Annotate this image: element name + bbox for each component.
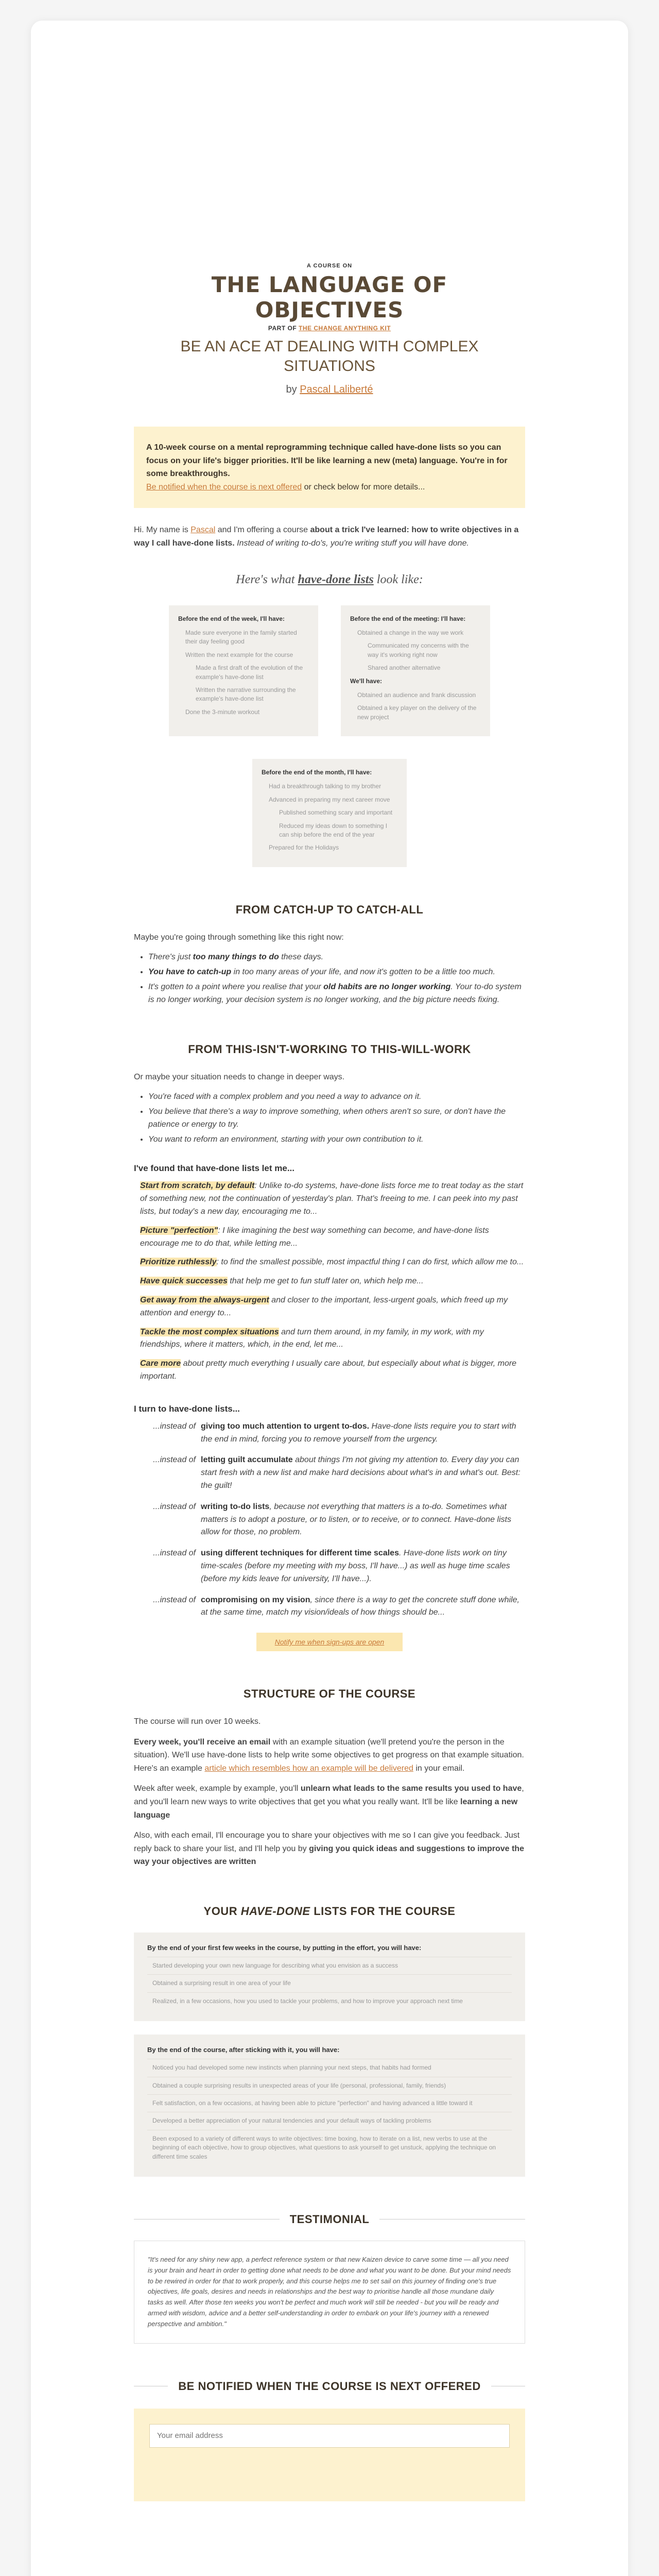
- found-entry: [140, 1180, 525, 1218]
- structure-bold: unlearn what leads to the same results you used to have: [300, 1784, 522, 1793]
- card-title: We'll have:: [350, 677, 382, 685]
- instead-item: [134, 1594, 525, 1620]
- intro-box-tail: or check below for more details...: [304, 482, 425, 492]
- found-entry: [140, 1225, 525, 1250]
- card-title: Before the end of the week, I'll have:: [178, 615, 285, 622]
- catchup-heading: FROM CATCH-UP TO CATCH-ALL: [235, 903, 424, 916]
- structure-p2: [134, 1736, 525, 1775]
- card-item: Advanced in preparing my next career move: [269, 795, 390, 803]
- examples-heading-post: look like:: [376, 572, 423, 586]
- structure-p4: [134, 1829, 525, 1869]
- instead-text: , because not everything that matters is a to-do. Sometimes what matters is to adopt a posture, or to listen, or to receive, or to connect. Have-done lists allow for those, no problem.: [201, 1502, 511, 1537]
- instead-item: [134, 1420, 525, 1446]
- catchup-intro: Maybe you're going through something like this right now:: [134, 933, 344, 942]
- intro-text: Hi. My name is: [134, 526, 188, 535]
- course-list-box-2: [134, 2035, 525, 2177]
- testimonial-heading-row: [134, 2213, 525, 2226]
- instead-item: [134, 1501, 525, 1539]
- found-section: [134, 1163, 525, 1383]
- intro-box-bold: A 10-week course on a mental reprogramming technique called have-done lists so you can focus on your life's bigger priorities. It'll be like learning a new (meta) language. You're in for some breakthroughs.: [146, 443, 508, 479]
- instead-body: [196, 1547, 525, 1585]
- intro-text: Instead of writing to-do's, you're writing stuff you will have done.: [237, 538, 469, 548]
- intro-box: [134, 427, 525, 508]
- instead-body: [196, 1594, 525, 1620]
- structure-bold: giving you quick ideas and suggestions to improve the way your objectives are written: [134, 1844, 524, 1867]
- instead-bold: letting guilt accumulate: [201, 1455, 293, 1465]
- list-item: Obtained a surprising result in one area of your life: [147, 1974, 512, 1992]
- heading-em: HAVE-DONE: [240, 1905, 310, 1918]
- notify-signup-link[interactable]: Notify me when sign-ups are open: [256, 1633, 403, 1651]
- instead-pre: ...instead of: [153, 1421, 196, 1431]
- list-item: Been exposed to a variety of different ways to write objectives: time boxing, how to iterate on a list, new verbs to use at the beginning of each objective, how to group objectives, what questions to ask yourself to get unstuck, applying the technique on different time scales: [147, 2130, 512, 2165]
- structure-p1: The course will run over 10 weeks.: [134, 1717, 261, 1726]
- instead-body: [196, 1420, 525, 1446]
- card-item: Reduced my ideas down to something I can ship before the end of the year: [279, 822, 388, 839]
- entry-text: : Unlike to-do systems, have-done lists force me to treat today as the start of something new, not the continuation of yesterday's plan. That's freeing to me. I can peek into my past lists, but today's a new day, encouraging me to...: [140, 1181, 524, 1216]
- card-item: Made a first draft of the evolution of the example's have-done list: [196, 664, 303, 681]
- notify-link[interactable]: Be notified when the course is next offered: [146, 482, 302, 492]
- intro-text: and I'm offering a course: [217, 526, 308, 535]
- entry-text: and turn them around, in my family, in my work, with my friendships, where it matters, which, in the end, let me...: [140, 1327, 484, 1349]
- card-item: Obtained a change in the way we work: [357, 629, 464, 636]
- byline-prefix: by: [286, 384, 297, 395]
- card-week: [169, 605, 318, 737]
- instead-section: [134, 1404, 525, 1651]
- page-title: THE LANGUAGE OF OBJECTIVES: [211, 272, 448, 323]
- instead-text: . Have-done lists work on tiny time-scales (before my meeting with my boss, I'll have...) as well as huge time scales (before my kids leave for university, I'll have...).: [201, 1549, 510, 1583]
- instead-pre: ...instead of: [153, 1549, 196, 1558]
- card-item: Written the next example for the course: [185, 651, 293, 658]
- card-month: [252, 759, 407, 867]
- catchup-list: [148, 951, 525, 1006]
- card-item: Done the 3-minute workout: [185, 708, 260, 716]
- subtitle: BE AN ACE AT DEALING WITH COMPLEX SITUATIONS: [180, 338, 479, 375]
- box-title: By the end of your first few weeks in the course, by putting in the effort, you will have:: [147, 1944, 422, 1952]
- card-item: Written the narrative surrounding the example's have-done list: [196, 686, 296, 703]
- instead-pre: ...instead of: [153, 1595, 196, 1604]
- found-entry: [140, 1326, 525, 1352]
- instead-bold: using different techniques for different time scales: [201, 1549, 399, 1558]
- entry-text: : to find the smallest possible, most impactful thing I can do first, which allow me to...: [216, 1258, 524, 1267]
- entry-text: about pretty much everything I usually care about, but especially about what is bigger, more important.: [140, 1359, 517, 1381]
- instead-pre: ...instead of: [153, 1502, 196, 1511]
- course-lists-heading: [134, 1905, 525, 1918]
- notify-form: [134, 2409, 525, 2501]
- item-post: these days.: [281, 953, 324, 962]
- list-item: Developed a better appreciation of your natural tendencies and your default ways of tackling problems: [147, 2112, 512, 2129]
- card-item: Made sure everyone in the family started their day feeling good: [185, 629, 297, 646]
- card-title: Before the end of the meeting: I'll have:: [350, 615, 466, 622]
- entry-mark: Get away from the always-urgent: [140, 1295, 269, 1304]
- structure-text: in your email.: [413, 1764, 465, 1773]
- instead-bold: compromising on my vision: [201, 1595, 310, 1604]
- list-item: Started developing your own new language for describing what you envision as a success: [147, 1957, 512, 1974]
- item-bold: too many things to do: [193, 953, 279, 962]
- instead-text: about things I'm not giving my attention to. Every day you can start fresh with a new list and make hard decisions about what's in and what's out. Best: the guilt!: [201, 1455, 521, 1490]
- email-field[interactable]: [149, 2424, 510, 2448]
- card-meeting: [341, 605, 490, 737]
- item-pre: It's gotten to a point where you realise that your: [148, 982, 321, 991]
- list-item: Noticed you had developed some new instincts when planning your next steps, that habits had formed: [147, 2059, 512, 2076]
- entry-mark: Start from scratch, by default: [140, 1181, 255, 1191]
- instead-bold: giving too much attention to urgent to-dos.: [201, 1421, 370, 1431]
- card-item: Obtained an audience and frank discussion: [357, 691, 476, 699]
- testimonial-heading: TESTIMONIAL: [289, 2212, 370, 2226]
- instead-text: Have-done lists require you to start with the end in mind, forcing you to remove yourself from the urgency.: [201, 1421, 516, 1444]
- card-item: Shared another alternative: [368, 664, 441, 672]
- working-heading: FROM THIS-ISN'T-WORKING TO THIS-WILL-WORK: [188, 1042, 471, 1056]
- list-item: • You believe that there's a way to improve something, when others aren't so sure, or don't have the patience or energy to try.: [148, 1106, 525, 1131]
- notify-heading: BE NOTIFIED WHEN THE COURSE IS NEXT OFFERED: [178, 2379, 481, 2393]
- list-item: [148, 981, 525, 1007]
- pascal-link[interactable]: Pascal: [190, 526, 216, 535]
- found-entry: [140, 1294, 525, 1320]
- testimonial: "It's need for any shiny new app, a perfect reference system or that new Kaizen device to carve some time — all you need is your brain and heart in order to getting done what needs to be done and what you want to be done. But your mind needs to be rewired in order for that to work properly, and this course helps me to set sail on this journey of finding one's true objectives, life goals, desires and needs in relationships and the best way to prioritise handle all those mundane daily tasks as well. After those ten weeks you won't be perfect and much work will still be needed - but you will be ready and armed with wisdom, advice and a better self-understanding in order to embark on your life's journey with a renewed perspective and ambition.": [134, 2241, 525, 2344]
- example-cards: [31, 605, 628, 737]
- item-post: in too many areas of your life, and now it's gotten to be a little too much.: [233, 968, 495, 977]
- entry-text: : I like imagining the best way something can become, and have-done lists encourage me to do that, while letting me...: [140, 1226, 489, 1248]
- heading-pre: YOUR: [203, 1905, 238, 1918]
- list-item: Realized, in a few occasions, how you used to tackle your problems, and how to improve your approach next time: [147, 1992, 512, 2010]
- item-bold: old habits are no longer working: [323, 982, 451, 991]
- instead-body: [196, 1501, 525, 1539]
- entry-text: and closer to the important, less-urgent goals, which freed up my attention and energy to...: [140, 1295, 508, 1317]
- entry-mark: Picture "perfection": [140, 1226, 218, 1235]
- structure-heading: STRUCTURE OF THE COURSE: [243, 1687, 416, 1701]
- box-title: By the end of the course, after sticking with it, you will have:: [147, 2046, 340, 2054]
- structure-bold: Every week, you'll receive an email: [134, 1737, 271, 1747]
- structure-text: Week after week, example by example, you'll: [134, 1784, 299, 1793]
- card-item: Communicated my concerns with the way it's working right now: [368, 642, 469, 658]
- structure-text: , and you'll learn new ways to write objectives that get you what you really want. It'll be like: [134, 1784, 524, 1807]
- entry-mark: Tackle the most complex situations: [140, 1327, 279, 1336]
- list-item: Obtained a couple surprising results in unexpected areas of your life (personal, professional, family, friends): [147, 2077, 512, 2094]
- examples-heading-pre: Here's what: [236, 572, 295, 586]
- heading-post: LISTS FOR THE COURSE: [314, 1905, 456, 1918]
- notify-banner: [134, 1633, 525, 1651]
- page-card: [31, 21, 628, 2576]
- entry-mark: Have quick successes: [140, 1277, 228, 1286]
- instead-pre: ...instead of: [153, 1455, 196, 1465]
- card-item: Prepared for the Holidays: [269, 844, 339, 852]
- working-intro: Or maybe your situation needs to change in deeper ways.: [134, 1072, 345, 1081]
- entry-mark: Prioritize ruthlessly: [140, 1258, 217, 1267]
- byline: [134, 384, 525, 396]
- item-bold: You have to catch-up: [148, 968, 232, 977]
- structure-text: Also, with each email, I'll encourage you to share your objectives with me so I can give you feedback. Just reply back to share your list, and I'll help you by: [134, 1831, 520, 1853]
- examples-heading: [134, 573, 525, 587]
- intro-paragraph: [134, 523, 525, 550]
- card-item: Had a breakthrough talking to my brother: [269, 783, 381, 790]
- item-pre: There's just: [148, 953, 191, 962]
- part-of-line: [134, 325, 525, 332]
- found-entry: [140, 1256, 525, 1269]
- list-item: • You're faced with a complex problem and you need a way to advance on it.: [148, 1091, 525, 1104]
- found-entry: [140, 1358, 525, 1383]
- notify-heading-row: [134, 2380, 525, 2393]
- intro-bold: about a trick I've learned: how to write objectives in a way I call have-done lists.: [134, 526, 519, 548]
- working-list: [148, 1091, 525, 1146]
- header: [134, 263, 525, 587]
- kit-link[interactable]: THE CHANGE ANYTHING KIT: [299, 325, 391, 332]
- course-list-box-1: [134, 1933, 525, 2021]
- example-article-link[interactable]: article which resembles how an example will be delivered: [204, 1764, 413, 1773]
- card-title: Before the end of the month, I'll have:: [262, 769, 372, 776]
- instead-bold: writing to-do lists: [201, 1502, 270, 1511]
- list-item: Felt satisfaction, on a few occasions, at having been able to picture "perfection" and having advanced a little toward it: [147, 2094, 512, 2112]
- entry-mark: Care more: [140, 1359, 181, 1368]
- item-post: . Your to-do system is no longer working, your decision system is no longer working, and the big picture needs fixing.: [148, 982, 522, 1004]
- instead-heading: I turn to have-done lists...: [134, 1403, 240, 1414]
- found-entry: [140, 1275, 525, 1288]
- card-item: Published something scary and important: [279, 809, 393, 817]
- card-item: Obtained a key player on the delivery of the new project: [357, 704, 477, 721]
- part-of-prefix: PART OF: [268, 325, 297, 332]
- instead-body: [196, 1454, 525, 1492]
- examples-heading-bold: have-done lists: [298, 572, 374, 586]
- structure-p3: [134, 1782, 525, 1822]
- instead-item: [134, 1454, 525, 1492]
- author-link[interactable]: Pascal Laliberté: [300, 384, 373, 395]
- found-heading: I've found that have-done lists let me...: [134, 1163, 294, 1174]
- list-item: [148, 951, 525, 964]
- instead-item: [134, 1547, 525, 1585]
- list-item: • You want to reform an environment, starting with your own contribution to it.: [148, 1133, 525, 1146]
- eyebrow: A COURSE ON: [306, 263, 353, 269]
- entry-text: that help me get to fun stuff later on, which help me...: [227, 1277, 424, 1286]
- structure-bold: learning a new language: [134, 1798, 518, 1820]
- instead-text: , since there is a way to get the concrete stuff done while, at the same time, match my vision/ideals of how things should be...: [201, 1595, 519, 1617]
- list-item: [148, 966, 525, 979]
- structure-text: with an example situation (we'll pretend you're the person in the situation). We'll use have-done lists to help write some objectives to get progress on that example situation. Here's an example: [134, 1737, 524, 1773]
